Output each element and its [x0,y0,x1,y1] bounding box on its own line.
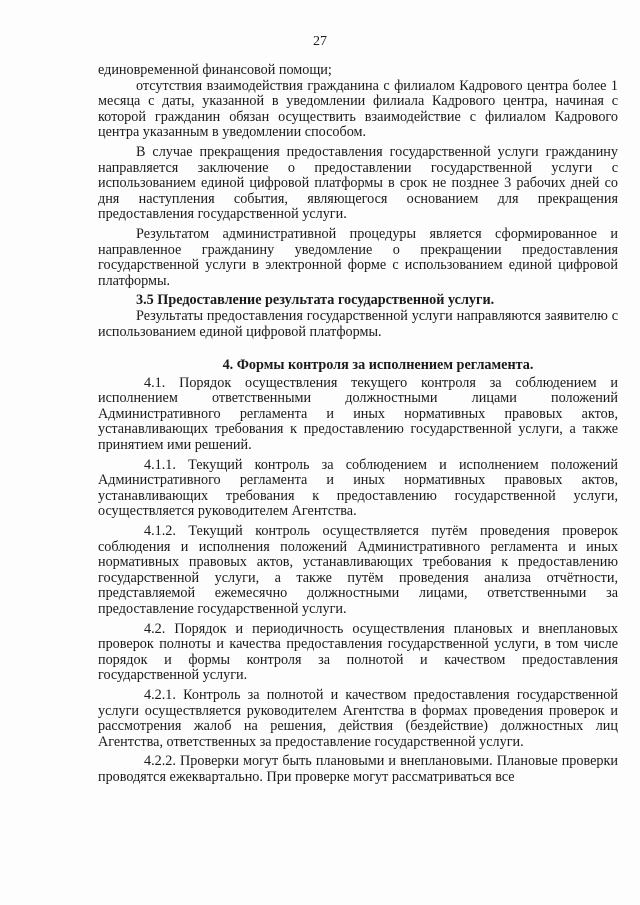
paragraph: Результаты предоставления государственной услуги направляются заявителю с использованием единой цифровой платформы. [98,307,618,340]
paragraph: 4.2. Порядок и периодичность осуществления плановых и внеплановых проверок полноты и качества предоставления государственной услуги, в том числе порядок и формы контроля за полнотой и качеством предоставления государственной услуги. [98,620,618,684]
paragraph: отсутствия взаимодействия гражданина с филиалом Кадрового центра более 1 месяца с даты, указанной в уведомлении филиала Кадрового центра, начиная с которой гражданин обязан осуществить взаимодействие с филиалом Кадрового центра указанным в уведомлении способом. [98,77,618,141]
document-body [98,63,618,786]
section-heading-3-5: 3.5 Предоставление результата государственной услуги. [136,292,495,309]
paragraph: 4.1.2. Текущий контроль осуществляется путём проведения проверок соблюдения и исполнения положений Административного регламента и иных нормативных правовых актов, устанавливающих требования к предоставлению государственной услуги, а также путём проведения анализа отчётности, представляемой ежемесячно должностными лицами, ответственными за предоставление государственной услуги. [98,523,618,617]
paragraph: 4.2.1. Контроль за полнотой и качеством предоставления государственной услуги осуществляется руководителем Агентства в формах проведения проверок и рассмотрения жалоб на решения, действия (бездействие) должностных лиц Агентства, ответственных за предоставление государственной услуги. [98,686,618,750]
paragraph: единовременной финансовой помощи; [98,62,332,78]
paragraph: Результатом административной процедуры является сформированное и направленное гражданину уведомление о прекращении предоставления государственной услуги в электронной форме с использованием единой цифровой платформы. [98,225,618,289]
section-heading-4: 4. Формы контроля за исполнением регламента. [222,357,534,374]
paragraph: В случае прекращения предоставления государственной услуги гражданину направляется заключение о предоставлении государственной услуги с использованием единой цифровой платформы в срок не позднее 3 рабочих дней со дня наступления события, являющегося основанием для прекращения предоставления государственной услуги. [98,143,618,223]
paragraph: 4.1.1. Текущий контроль за соблюдением и исполнением положений Административного регламента и иных нормативных правовых актов, устанавливающих требования к предоставлению государственной услуги, осуществляется руководителем Агентства. [98,456,618,520]
page-number: 27 [313,34,327,49]
paragraph: 4.2.2. Проверки могут быть плановыми и внеплановыми. Плановые проверки проводятся ежеквартально. При проверке могут рассматриваться все [98,753,618,785]
paragraph: 4.1. Порядок осуществления текущего контроля за соблюдением и исполнением ответственными должностными лицами положений Административного регламента и иных нормативных правовых актов, устанавливающих требования к предоставлению государственной услуги, а также принятием ими решений. [98,374,618,454]
